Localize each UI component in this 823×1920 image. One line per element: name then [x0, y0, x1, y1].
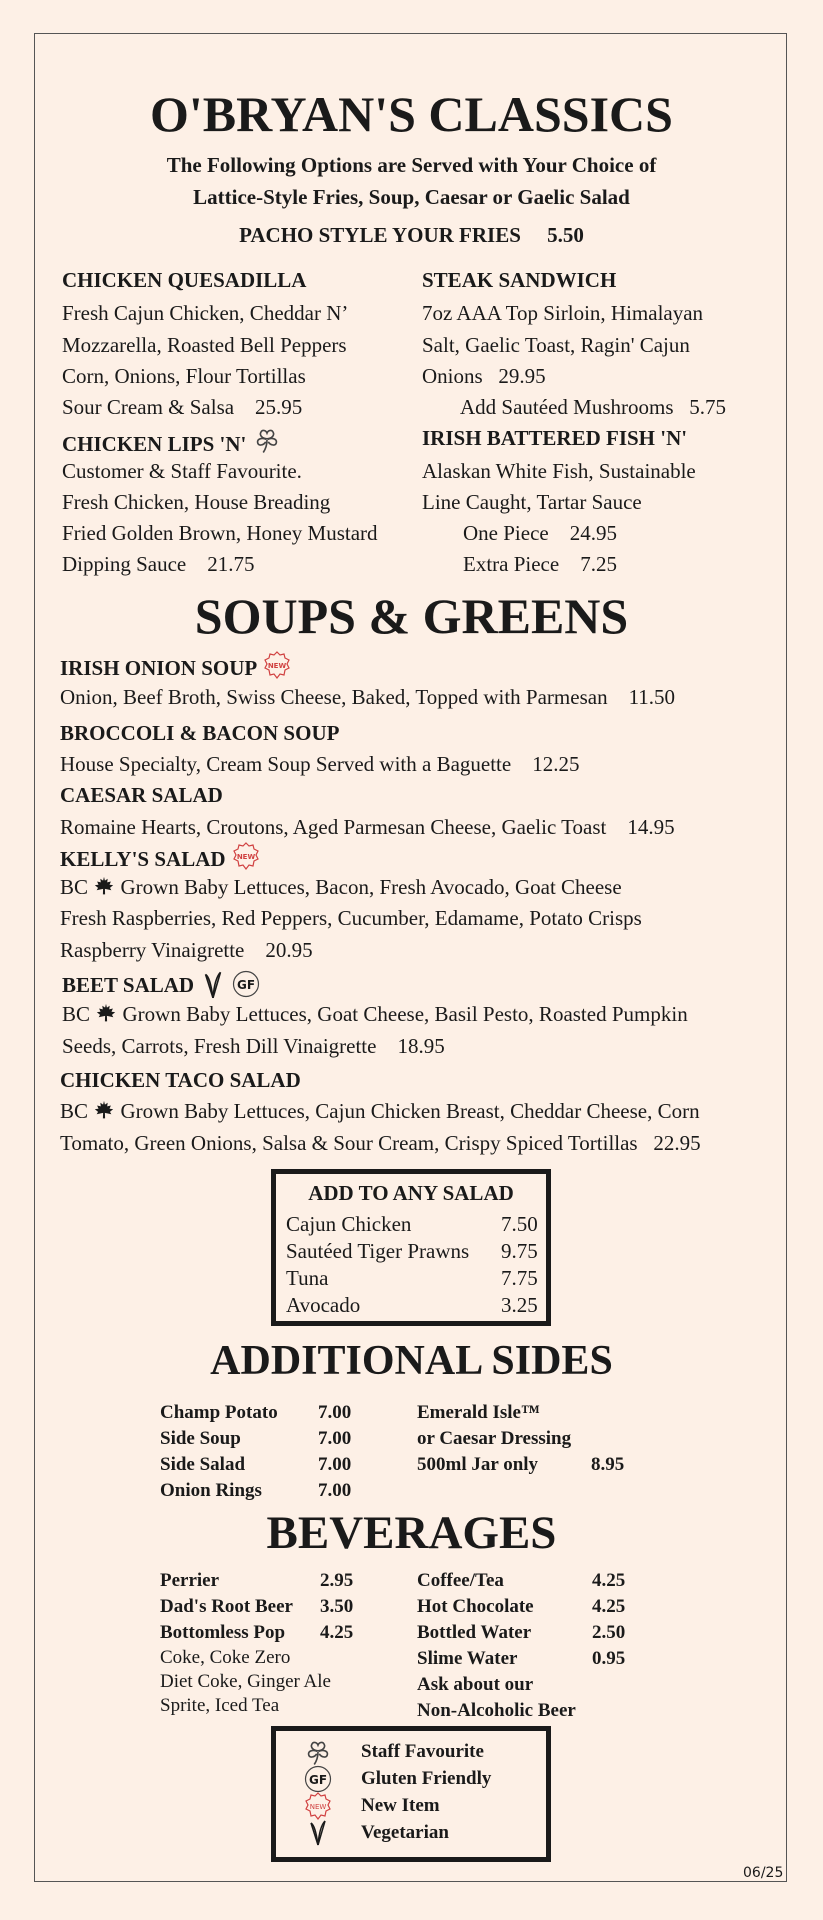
add-salad-price: 7.75 — [501, 1266, 538, 1290]
gf-icon — [304, 1765, 332, 1793]
legend-label: New Item — [361, 1795, 440, 1816]
quesadilla-desc: Mozzarella, Roasted Bell Peppers — [62, 333, 347, 357]
pop-option-line: Diet Coke, Ginger Ale — [160, 1671, 331, 1692]
onion-soup-desc: Onion, Beef Broth, Swiss Cheese, Baked, Topped with Parmesan 11.50 — [60, 685, 676, 709]
svg-text:NEW: NEW — [236, 853, 255, 861]
classics-title: O'BRYAN'S CLASSICS — [150, 86, 673, 142]
chicken-lips-heading — [62, 425, 282, 457]
beverage-item: Coffee/Tea — [417, 1570, 504, 1591]
maple-leaf-icon — [93, 876, 115, 898]
caesar-salad-name: CAESAR SALAD — [60, 783, 223, 807]
pop-option-line: Coke, Coke Zero — [160, 1647, 291, 1668]
vegetarian-icon — [306, 1817, 330, 1847]
add-salad-price: 3.25 — [501, 1293, 538, 1317]
dressing-price: 8.95 — [591, 1454, 625, 1475]
chicken-lips-desc: Fresh Chicken, House Breading — [62, 490, 331, 514]
steak-desc: Salt, Gaelic Toast, Ragin' Cajun — [422, 333, 690, 357]
side-price: 7.00 — [318, 1428, 352, 1449]
dressing-line-3: 500ml Jar only — [417, 1454, 539, 1475]
svg-text:GF: GF — [237, 978, 256, 992]
add-salad-item: Sautéed Tiger Prawns — [286, 1239, 470, 1263]
taco-salad-desc-1: BC Grown Baby Lettuces, Cajun Chicken Breast, Cheddar Cheese, Corn — [60, 1099, 700, 1123]
chicken-lips-name: CHICKEN LIPS 'N' — [62, 432, 247, 456]
fish-extra-piece: Extra Piece 7.25 — [463, 552, 617, 576]
add-salad-item: Avocado — [286, 1293, 361, 1317]
add-salad-price: 9.75 — [501, 1239, 538, 1263]
quesadilla-desc: Corn, Onions, Flour Tortillas — [62, 364, 306, 388]
add-salad-item: Cajun Chicken — [286, 1212, 412, 1236]
taco-salad-name: CHICKEN TACO SALAD — [60, 1068, 301, 1092]
add-to-salad-title: ADD TO ANY SALAD — [308, 1181, 514, 1205]
steak-desc: 7oz AAA Top Sirloin, Himalayan — [422, 301, 704, 325]
fish-desc: Line Caught, Tartar Sauce — [422, 490, 642, 514]
chicken-lips-desc: Customer & Staff Favourite. — [62, 459, 302, 483]
onion-soup-name: IRISH ONION SOUP — [60, 656, 258, 680]
soups-title: SOUPS & GREENS — [194, 588, 629, 644]
side-price: 7.00 — [318, 1402, 352, 1423]
menu-date: 06/25 — [743, 1865, 784, 1881]
fish-name: IRISH BATTERED FISH 'N' — [422, 426, 688, 450]
dressing-line-1: Emerald Isle™ — [417, 1402, 540, 1423]
side-item: Champ Potato — [160, 1402, 278, 1423]
pop-option-line: Sprite, Iced Tea — [160, 1695, 280, 1716]
beverage-item: Perrier — [160, 1570, 220, 1591]
classics-subtitle-1: The Following Options are Served with Your Choice of — [166, 153, 657, 177]
ask-about-line-2: Non-Alcoholic Beer — [417, 1700, 576, 1721]
new-badge-icon — [232, 842, 260, 870]
add-salad-price: 7.50 — [501, 1212, 538, 1236]
new-badge-icon — [304, 1792, 332, 1820]
gf-icon — [232, 970, 260, 998]
svg-text:NEW: NEW — [268, 662, 287, 670]
beet-salad-price-line: Seeds, Carrots, Fresh Dill Vinaigrette 18.95 — [62, 1034, 445, 1058]
dressing-line-2: or Caesar Dressing — [417, 1428, 572, 1449]
side-price: 7.00 — [318, 1454, 352, 1475]
shamrock-icon — [252, 425, 282, 455]
beverage-price: 2.50 — [592, 1622, 626, 1643]
steak-name: STEAK SANDWICH — [422, 268, 617, 292]
beet-salad-desc-1: BC Grown Baby Lettuces, Goat Cheese, Basil Pesto, Roasted Pumpkin — [62, 1002, 688, 1026]
quesadilla-name: CHICKEN QUESADILLA — [62, 268, 307, 292]
beverage-item: Bottomless Pop — [160, 1622, 286, 1643]
legend-box — [271, 1726, 551, 1862]
broccoli-soup-desc: House Specialty, Cream Soup Served with a Baguette 12.25 — [60, 752, 580, 776]
vegetarian-icon — [200, 968, 226, 1000]
caesar-salad-desc: Romaine Hearts, Croutons, Aged Parmesan Cheese, Gaelic Toast 14.95 — [60, 815, 675, 839]
side-price: 7.00 — [318, 1480, 352, 1501]
beverage-item: Dad's Root Beer — [160, 1596, 293, 1617]
maple-leaf-icon — [95, 1003, 117, 1025]
beverage-price: 3.50 — [320, 1596, 354, 1617]
sides-title: ADDITIONAL SIDES — [210, 1338, 613, 1384]
shamrock-icon — [303, 1737, 333, 1767]
chicken-lips-desc: Fried Golden Brown, Honey Mustard — [62, 521, 378, 545]
fish-one-piece: One Piece 24.95 — [463, 521, 617, 545]
beet-salad-name: BEET SALAD — [62, 973, 195, 997]
new-badge-icon — [263, 651, 291, 679]
chicken-lips-price-line: Dipping Sauce 21.75 — [62, 552, 255, 576]
svg-text:GF: GF — [308, 1773, 328, 1787]
onion-soup-heading — [60, 651, 291, 681]
broccoli-soup-name: BROCCOLI & BACON SOUP — [60, 721, 340, 745]
kelly-salad-desc-1: BC Grown Baby Lettuces, Bacon, Fresh Avocado, Goat Cheese — [60, 875, 622, 899]
classics-subtitle-2: Lattice-Style Fries, Soup, Caesar or Gaelic Salad — [193, 185, 630, 209]
beverage-price: 2.95 — [320, 1570, 354, 1591]
taco-salad-price-line: Tomato, Green Onions, Salsa & Sour Cream, Crispy Spiced Tortillas 22.95 — [60, 1131, 701, 1155]
maple-leaf-icon — [93, 1100, 115, 1122]
svg-text:NEW: NEW — [309, 1803, 327, 1811]
side-item: Side Soup — [160, 1428, 241, 1449]
add-to-salad-box — [271, 1169, 551, 1326]
beet-salad-heading — [62, 968, 260, 1000]
beverage-price: 4.25 — [320, 1622, 354, 1643]
steak-price-line: Onions 29.95 — [422, 364, 546, 388]
kelly-salad-desc-2: Fresh Raspberries, Red Peppers, Cucumber, Edamame, Potato Crisps — [60, 906, 642, 930]
legend-label: Staff Favourite — [361, 1741, 484, 1762]
add-salad-item: Tuna — [286, 1266, 329, 1290]
ask-about-line-1: Ask about our — [417, 1674, 534, 1695]
beverage-price: 4.25 — [592, 1570, 626, 1591]
beverages-title: BEVERAGES — [266, 1507, 557, 1559]
legend-label: Gluten Friendly — [361, 1768, 492, 1789]
fish-desc: Alaskan White Fish, Sustainable — [422, 459, 696, 483]
beverage-item: Hot Chocolate — [417, 1596, 534, 1617]
beverage-item: Bottled Water — [417, 1622, 532, 1643]
quesadilla-desc: Fresh Cajun Chicken, Cheddar N’ — [62, 301, 349, 325]
kelly-salad-price-line: Raspberry Vinaigrette 20.95 — [60, 938, 313, 962]
beverage-item: Slime Water — [417, 1648, 518, 1669]
kelly-salad-name: KELLY'S SALAD — [60, 847, 226, 871]
kelly-salad-heading — [60, 842, 260, 872]
side-item: Side Salad — [160, 1454, 246, 1475]
beverage-price: 4.25 — [592, 1596, 626, 1617]
beverage-price: 0.95 — [592, 1648, 626, 1669]
side-item: Onion Rings — [160, 1480, 262, 1501]
quesadilla-price-line: Sour Cream & Salsa 25.95 — [62, 395, 303, 419]
steak-addon: Add Sautéed Mushrooms 5.75 — [460, 395, 726, 419]
pacho-fries: PACHO STYLE YOUR FRIES 5.50 — [239, 223, 584, 247]
legend-label: Vegetarian — [361, 1822, 449, 1843]
